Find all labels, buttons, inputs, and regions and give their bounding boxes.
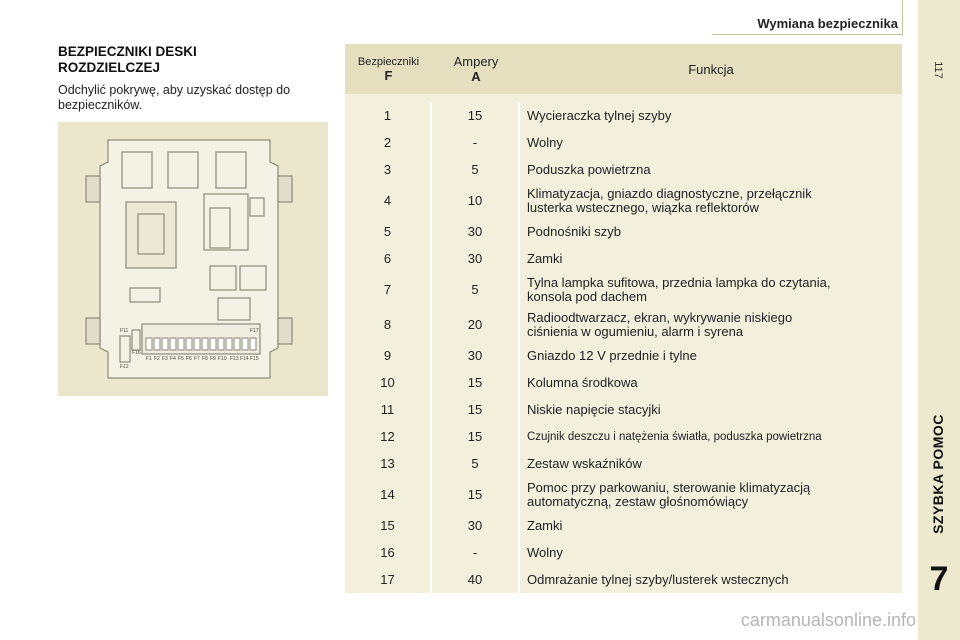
amperage-cell: 30 xyxy=(467,348,483,363)
section-title-line-1: BEZPIECZNIKI DESKI xyxy=(58,44,197,59)
fuse-number-cell: 15 xyxy=(380,518,395,533)
function-cell xyxy=(520,218,902,245)
page-number: 117 xyxy=(932,61,944,79)
function-line-1: Wolny xyxy=(527,134,563,150)
function-line-1: Poduszka powietrzna xyxy=(527,161,651,177)
fuse-number-cell: 16 xyxy=(380,545,395,560)
fuse-label-f11: F11 xyxy=(120,328,129,334)
fuse-label-f15: F15 xyxy=(250,356,259,362)
amperage-cell: 40 xyxy=(467,572,483,587)
function-line-1: Radioodtwarzacz, ekran, wykrywanie niskiego xyxy=(527,309,793,325)
fuse-label-f17: F17 xyxy=(250,328,259,334)
fuse-label-f13: F13 xyxy=(230,356,239,362)
amperage-cell: 5 xyxy=(471,456,479,471)
chapter-number: 7 xyxy=(929,560,949,598)
function-line-1: Zamki xyxy=(527,517,563,533)
fuse-number-cell: 1 xyxy=(383,108,392,123)
amperage-cell: 15 xyxy=(467,402,483,417)
fuse-table xyxy=(345,44,902,593)
fuse-number-cell: 10 xyxy=(380,375,395,390)
fuse-number-cell: 12 xyxy=(380,429,395,444)
function-line-2: automatyczną, zestaw głośnomówiący xyxy=(527,493,749,509)
fuse-label-f7: F7 xyxy=(194,356,200,362)
function-cell xyxy=(520,396,902,423)
fuse-number-cell: 3 xyxy=(383,162,392,177)
function-column xyxy=(520,102,902,593)
fuse-label-f8: F8 xyxy=(202,356,208,362)
fuse-number-cell: 9 xyxy=(383,348,392,363)
function-line-1: Zestaw wskaźników xyxy=(527,455,642,471)
amperage-cell: 30 xyxy=(467,224,483,239)
fuse-number-column xyxy=(345,102,432,593)
function-cell xyxy=(520,369,902,396)
function-line-1: Wolny xyxy=(527,544,563,560)
function-cell xyxy=(520,102,902,129)
function-line-1: Tylna lampka sufitowa, przednia lampka do czytania, xyxy=(527,274,831,290)
header-gap xyxy=(345,94,902,102)
function-cell xyxy=(520,450,902,477)
fuse-label-f10: F10 xyxy=(218,356,227,362)
function-cell xyxy=(520,307,902,342)
amperage-cell: 20 xyxy=(467,317,483,332)
fuse-number-cell: 11 xyxy=(380,402,395,417)
function-line-1: Gniazdo 12 V przednie i tylne xyxy=(527,347,697,363)
fuse-table-header xyxy=(345,44,902,94)
intro-text: Odchylić pokrywę, aby uzyskać dostęp do bezpieczników. xyxy=(58,83,291,112)
watermark: carmanualsonline.info xyxy=(740,610,916,630)
header-fuse-unit: F xyxy=(384,67,393,83)
fuse-number-cell: 6 xyxy=(383,251,392,266)
fuse-number-cell: 8 xyxy=(383,317,392,332)
amperage-cell: 15 xyxy=(467,429,483,444)
function-cell xyxy=(520,129,902,156)
amperage-cell: - xyxy=(472,135,478,150)
header-function-label: Funkcja xyxy=(688,61,734,77)
function-line-2: konsola pod dachem xyxy=(527,288,647,304)
header-amps-label: Ampery xyxy=(453,54,499,69)
header-amps-unit: A xyxy=(471,69,481,84)
fuse-box-drawing xyxy=(58,122,328,396)
function-line-1: Klimatyzacja, gniazdo diagnostyczne, przełącznik xyxy=(527,185,812,201)
function-line-1: Kolumna środkowa xyxy=(527,374,638,390)
fuse-number-cell: 14 xyxy=(380,487,395,502)
header-fuse-label: Bezpieczniki xyxy=(357,55,420,68)
fuse-label-f2: F2 xyxy=(154,356,160,362)
function-line-1: Niskie napięcie stacyjki xyxy=(527,401,661,417)
function-line-1: Pomoc przy parkowaniu, sterowanie klimatyzacją xyxy=(527,479,811,495)
fuse-label-f12: F12 xyxy=(120,364,129,370)
function-cell xyxy=(520,539,902,566)
function-cell xyxy=(520,272,902,307)
function-cell xyxy=(520,512,902,539)
chapter-side-label: SZYBKA POMOC xyxy=(930,414,946,534)
amperage-cell: 30 xyxy=(467,251,483,266)
function-line-1: Podnośniki szyb xyxy=(527,223,621,239)
function-cell xyxy=(520,423,902,450)
amperage-cell: 30 xyxy=(467,518,483,533)
fuse-label-f4: F4 xyxy=(170,356,176,362)
fuse-number-cell: 4 xyxy=(383,193,392,208)
fuse-number-cell: 2 xyxy=(383,135,392,150)
function-line-1: Zamki xyxy=(527,250,563,266)
function-cell xyxy=(520,477,902,512)
function-cell xyxy=(520,183,902,218)
fuse-label-f6: F6 xyxy=(186,356,192,362)
amperage-cell: 5 xyxy=(471,282,479,297)
amperage-cell: 15 xyxy=(467,375,483,390)
fuse-number-cell: 17 xyxy=(380,572,395,587)
function-cell xyxy=(520,245,902,272)
amperage-cell: 5 xyxy=(471,162,479,177)
fuse-number-cell: 7 xyxy=(383,282,392,297)
function-cell xyxy=(520,566,902,593)
header-rule xyxy=(712,34,902,35)
amperage-cell: 15 xyxy=(467,487,483,502)
fuse-label-f3: F3 xyxy=(162,356,168,362)
amperage-column xyxy=(432,102,520,593)
header-amps xyxy=(432,44,520,94)
amperage-cell: - xyxy=(472,545,478,560)
fuse-number-cell: 5 xyxy=(383,224,392,239)
function-line-2: ciśnienia w ogumieniu, alarm i syrena xyxy=(527,323,744,339)
section-title-line-2: ROZDZIELCZEJ xyxy=(58,60,161,75)
fuse-label-f1: F1 xyxy=(146,356,152,362)
header-divider xyxy=(902,0,903,36)
function-line-1: Odmrażanie tylnej szyby/lusterek wstecznych xyxy=(527,571,789,587)
function-line-1: Czujnik deszczu i natężenia światła, poduszka powietrzna xyxy=(527,430,822,443)
fuse-label-f9: F9 xyxy=(210,356,216,362)
amperage-cell: 15 xyxy=(467,108,483,123)
fuse-box-diagram xyxy=(58,122,328,396)
function-cell xyxy=(520,156,902,183)
amperage-cell: 10 xyxy=(467,193,483,208)
fuse-label-f5: F5 xyxy=(178,356,184,362)
header-fuse xyxy=(345,44,432,94)
fuse-table-body xyxy=(345,102,902,593)
fuse-number-cell: 13 xyxy=(380,456,395,471)
fuse-label-f16: F16 xyxy=(132,350,141,356)
function-line-2: lusterka wstecznego, wiązka reflektorów xyxy=(527,199,759,215)
header-function xyxy=(520,44,902,94)
function-cell xyxy=(520,342,902,369)
function-line-1: Wycieraczka tylnej szyby xyxy=(527,107,672,123)
page-header-title: Wymiana bezpiecznika xyxy=(757,16,898,31)
fuse-label-f14: F14 xyxy=(240,356,249,362)
section-title xyxy=(58,44,328,76)
